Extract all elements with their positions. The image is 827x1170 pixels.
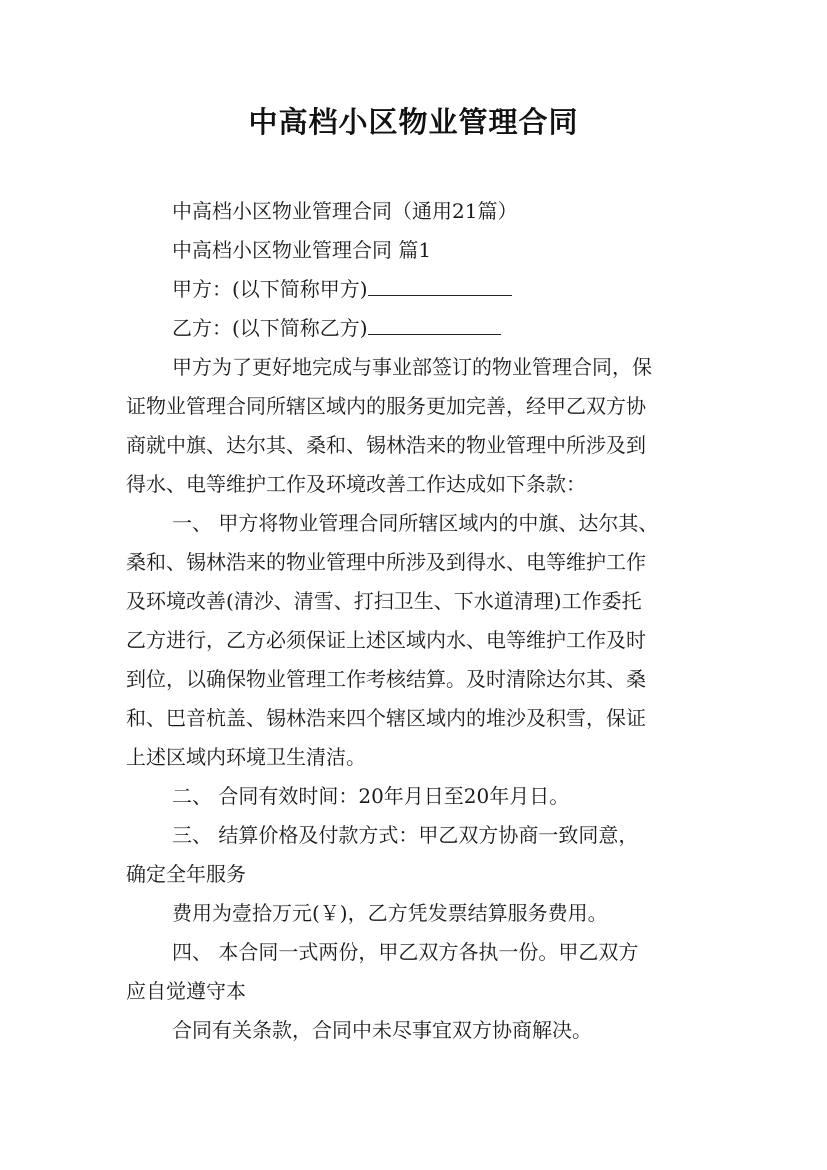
paragraph-line: 合同有关条款，合同中未尽事宜双方协商解决。 — [172, 1018, 592, 1042]
document-title: 中高档小区物业管理合同 — [248, 105, 579, 139]
paragraph-line: 及环境改善(清沙、清雪、打扫卫生、下水道清理)工作委托 — [126, 589, 642, 613]
paragraph-line: 上述区域内环境卫生清洁。 — [126, 745, 366, 769]
paragraph-line: 确定全年服务 — [126, 862, 246, 886]
paragraph-line: 桑和、锡林浩来的物业管理中所涉及到得水、电等维护工作 — [126, 550, 646, 574]
party-b-blank — [368, 314, 501, 335]
paragraph-line: 到位，以确保物业管理工作考核结算。及时清除达尔其、桑 — [126, 667, 646, 691]
paragraph-line: 商就中旗、达尔其、桑和、锡林浩来的物业管理中所涉及到 — [126, 433, 646, 457]
paragraph-line: 乙方进行，乙方必须保证上述区域内水、电等维护工作及时 — [126, 628, 646, 652]
paragraph-line: 得水、电等维护工作及环境改善工作达成如下条款： — [126, 472, 586, 496]
subtitle-line: 中高档小区物业管理合同（通用21篇） — [172, 199, 518, 223]
paragraph-line: 和、巴音杭盖、锡林浩来四个辖区域内的堆沙及积雪，保证 — [126, 706, 646, 730]
paragraph-line: 证物业管理合同所辖区域内的服务更加完善，经甲乙双方协 — [126, 394, 646, 418]
party-b-line — [172, 314, 501, 342]
clause-two-line: 二、 合同有效时间：20年月日至20年月日。 — [172, 784, 570, 808]
clause-one-line: 一、 甲方将物业管理合同所辖区域内的中旗、达尔其、 — [172, 511, 659, 535]
clause-three-line: 三、 结算价格及付款方式：甲乙双方协商一致同意， — [172, 823, 639, 847]
party-a-label: 甲方：(以下简称甲方) — [172, 277, 368, 301]
party-a-line — [172, 275, 512, 303]
paragraph-line: 甲方为了更好地完成与事业部签订的物业管理合同，保 — [172, 355, 652, 379]
paragraph-line: 费用为壹拾万元(￥)，乙方凭发票结算服务费用。 — [172, 901, 608, 925]
party-a-blank — [368, 275, 512, 296]
paragraph-line: 应自觉遵守本 — [126, 979, 246, 1003]
section-heading: 中高档小区物业管理合同 篇1 — [172, 238, 432, 262]
clause-four-line: 四、 本合同一式两份，甲乙双方各执一份。甲乙双方 — [172, 940, 639, 964]
party-b-label: 乙方：(以下简称乙方) — [172, 316, 368, 340]
